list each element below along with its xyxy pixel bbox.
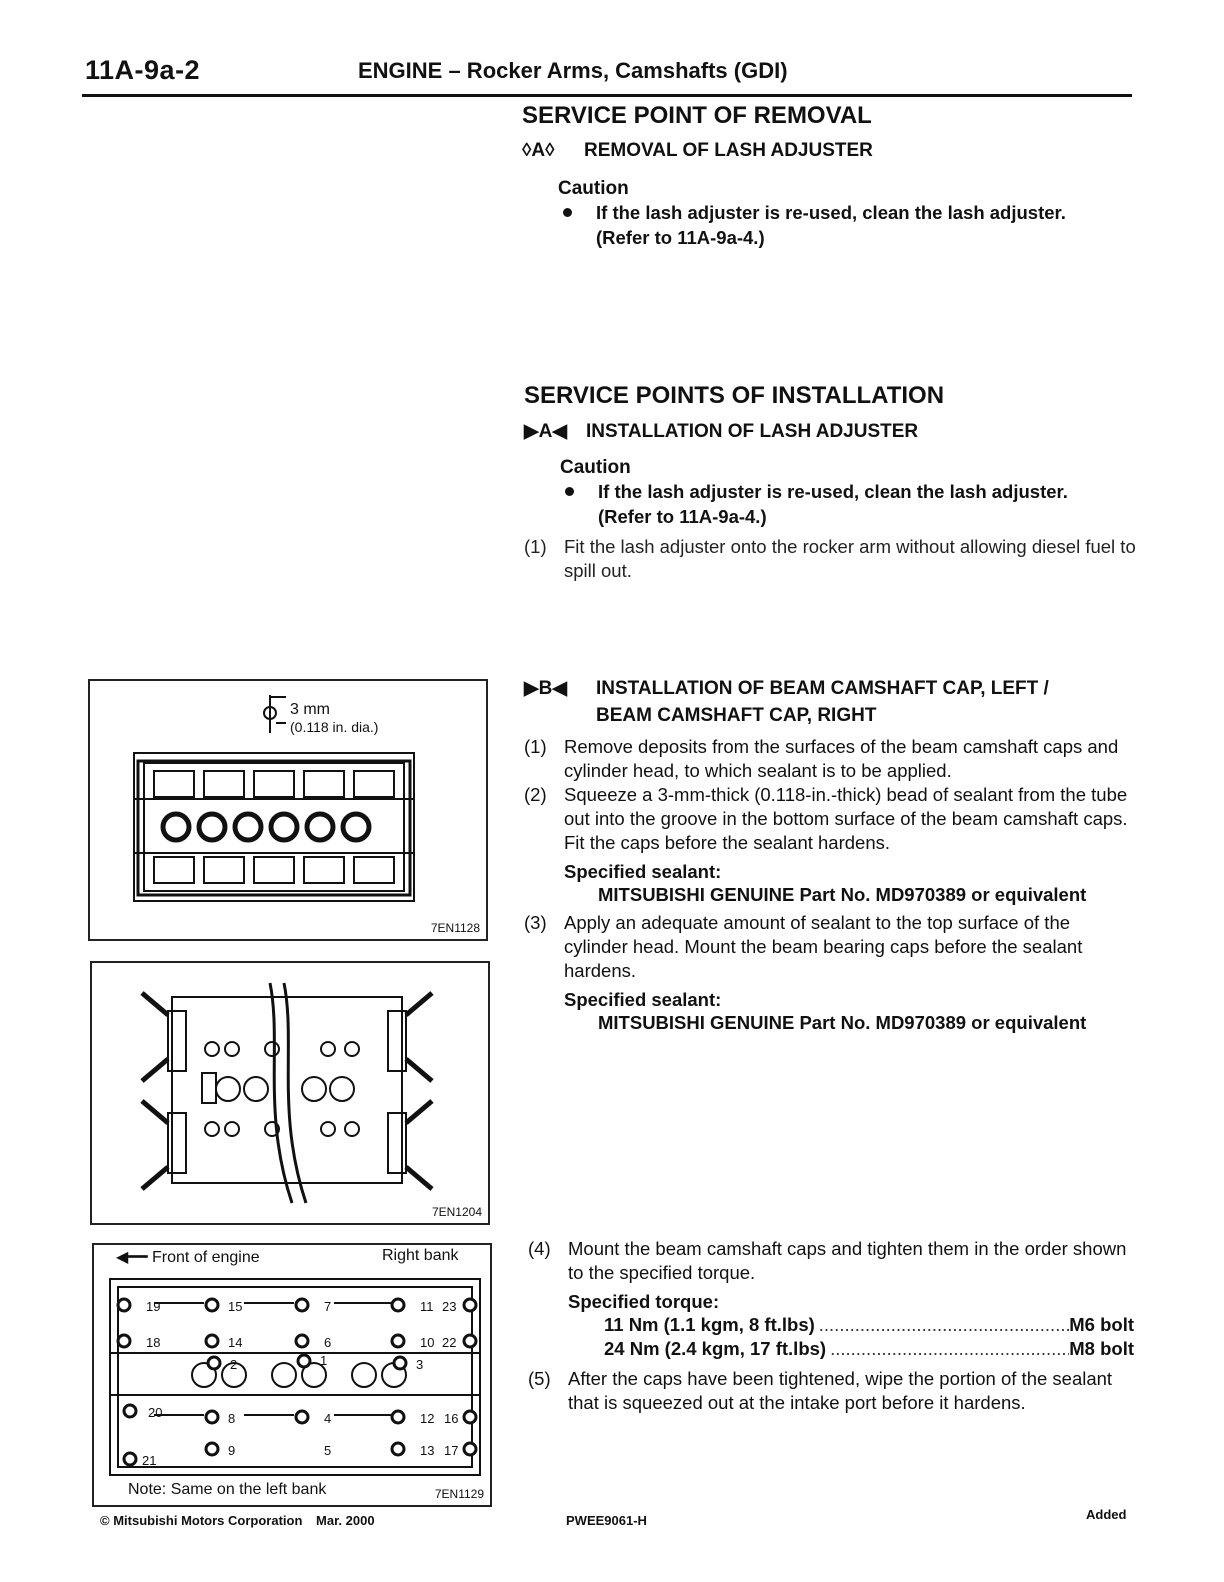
footer-doc-code: PWEE9061-H — [566, 1513, 647, 1528]
bolt-order-15: 15 — [228, 1299, 243, 1314]
figure-note: Note: Same on the left bank — [128, 1481, 327, 1498]
removal-caution-line-2: (Refer to 11A-9a-4.) — [596, 227, 765, 248]
step-text: Squeeze a 3-mm-thick (0.118-in.-thick) bead of sealant from the tube out into the groove in the bottom surface of the beam camshaft caps. Fit the caps before the sealant hardens. — [564, 784, 1128, 853]
sealant-value-2: MITSUBISHI GENUINE Part No. MD970389 or equivalent — [598, 1012, 1087, 1033]
step-number: (1) — [524, 536, 547, 557]
bolt-order-4: 4 — [324, 1411, 332, 1426]
header-rule — [82, 94, 1132, 97]
bolt-order-3: 3 — [416, 1357, 424, 1372]
sealant-label-2: Specified sealant: — [564, 989, 722, 1010]
sealant-label-1: Specified sealant: — [564, 861, 722, 882]
step-text: Fit the lash adjuster onto the rocker arm without allowing diesel fuel to spill out. — [564, 536, 1136, 581]
sealant-value-1: MITSUBISHI GENUINE Part No. MD970389 or equivalent — [598, 884, 1087, 905]
leader-dots — [826, 1337, 1069, 1361]
footer-status: Added — [1086, 1507, 1127, 1522]
figure-sealant-points — [90, 961, 490, 1225]
bolt-order-8: 8 — [228, 1411, 236, 1426]
installation-b-subheading-2: BEAM CAMSHAFT CAP, RIGHT — [596, 705, 877, 726]
installation-b-subheading-1: INSTALLATION OF BEAM CAMSHAFT CAP, LEFT / — [596, 678, 1049, 699]
installation-section — [524, 382, 1139, 583]
removal-caution-line-1: If the lash adjuster is re-used, clean the lash adjuster. — [596, 202, 1066, 223]
removal-mark-a: ◊A◊ — [522, 140, 555, 161]
bead-size-mm: 3 mm — [290, 701, 330, 718]
removal-caution-item — [558, 200, 1142, 250]
footer-date: Mar. 2000 — [316, 1513, 375, 1528]
torque-row-m8 — [604, 1337, 1134, 1361]
page-title: ENGINE – Rocker Arms, Camshafts (GDI) — [358, 58, 788, 83]
figure-sealant-bead — [88, 679, 488, 941]
removal-caution-label: Caution — [558, 178, 629, 199]
installation-torque-section — [528, 1237, 1136, 1415]
step-number: (1) — [524, 736, 547, 757]
torque-bolt: M8 bolt — [1069, 1338, 1134, 1359]
b-step-5 — [528, 1367, 1136, 1415]
bolt-order-16: 16 — [444, 1411, 459, 1426]
torque-value: 24 Nm (2.4 kgm, 17 ft.lbs) — [604, 1338, 827, 1359]
cylinder-head-drawing-2 — [92, 963, 488, 1223]
b-step-4 — [528, 1237, 1136, 1285]
figure-code: 7EN1204 — [431, 1205, 482, 1219]
step-number: (5) — [528, 1368, 551, 1389]
leader-dots — [815, 1313, 1069, 1337]
removal-subheading-row — [522, 140, 1142, 162]
step-text: Remove deposits from the surfaces of the beam camshaft caps and cylinder head, to which sealant is to be applied. — [564, 736, 1119, 781]
installation-caution — [560, 457, 1139, 529]
installation-a-subheading: INSTALLATION OF LASH ADJUSTER — [586, 421, 919, 442]
bolt-order-14: 14 — [228, 1335, 243, 1350]
bolt-order-1: 1 — [320, 1353, 328, 1368]
bolt-order-20: 20 — [148, 1405, 163, 1420]
copyright-text: © Mitsubishi Motors Corporation — [100, 1513, 303, 1528]
step-text: After the caps have been tightened, wipe the portion of the sealant that is squeezed out at the intake port before it hardens. — [568, 1368, 1113, 1413]
bolt-order-21: 21 — [142, 1453, 157, 1468]
figure-code: 7EN1128 — [430, 921, 480, 935]
bolt-order-10: 10 — [420, 1335, 435, 1350]
bolt-order-17: 17 — [444, 1443, 459, 1458]
b-step-3 — [524, 911, 1136, 983]
step-text: Mount the beam camshaft caps and tighten them in the order shown to the specified torque. — [568, 1238, 1127, 1283]
step-number: (4) — [528, 1238, 551, 1259]
installation-caution-line-2: (Refer to 11A-9a-4.) — [598, 506, 767, 527]
arrow-left-icon: ◀━━ — [116, 1249, 148, 1266]
torque-value: 11 Nm (1.1 kgm, 8 ft.lbs) — [604, 1314, 815, 1335]
torque-row-m6 — [604, 1313, 1134, 1337]
installation-b-heading — [524, 675, 1136, 729]
removal-section — [522, 102, 1142, 250]
installation-caution-item — [560, 479, 1139, 529]
bolt-order-13: 13 — [420, 1443, 435, 1458]
bolt-order-7: 7 — [324, 1299, 332, 1314]
removal-heading: SERVICE POINT OF REMOVAL — [522, 102, 872, 129]
installation-caution-label: Caution — [560, 457, 631, 478]
bolt-order-18: 18 — [146, 1335, 161, 1350]
bolt-order-19: 19 — [146, 1299, 161, 1314]
b-step-1 — [524, 735, 1136, 783]
page-code: 11A-9a-2 — [85, 55, 201, 85]
installation-caution-line-1: If the lash adjuster is re-used, clean the lash adjuster. — [598, 481, 1068, 502]
figure-tightening-order — [92, 1243, 492, 1507]
installation-a-step-1 — [524, 535, 1139, 583]
bolt-order-23: 23 — [442, 1299, 457, 1314]
bead-size-in: (0.118 in. dia.) — [290, 719, 379, 735]
bolt-order-5: 5 — [324, 1443, 332, 1458]
bolt-order-2: 2 — [230, 1357, 238, 1372]
bolt-order-22: 22 — [442, 1335, 457, 1350]
b-step-2 — [524, 783, 1136, 855]
installation-mark-b: ▶B◀ — [524, 678, 567, 699]
torque-label: Specified torque: — [568, 1291, 720, 1312]
installation-a-row — [524, 420, 1139, 443]
bolt-order-12: 12 — [420, 1411, 435, 1426]
torque-bolt: M6 bolt — [1069, 1314, 1134, 1335]
front-label-text: Front of engine — [152, 1249, 260, 1266]
step-number: (3) — [524, 912, 547, 933]
bolt-order-11: 11 — [420, 1299, 434, 1314]
footer-copyright — [100, 1513, 375, 1528]
cylinder-head-drawing-1 — [90, 681, 486, 939]
bank-label: Right bank — [382, 1247, 459, 1264]
installation-b-section — [524, 675, 1136, 1035]
step-text: Apply an adequate amount of sealant to the top surface of the cylinder head. Mount the beam bearing caps before the sealant hardens. — [564, 912, 1083, 981]
installation-heading: SERVICE POINTS OF INSTALLATION — [524, 382, 945, 409]
figure-code: 7EN1129 — [434, 1487, 484, 1501]
removal-caution — [558, 178, 1142, 250]
removal-subheading: REMOVAL OF LASH ADJUSTER — [584, 140, 873, 161]
bolt-order-9: 9 — [228, 1443, 236, 1458]
step-number: (2) — [524, 784, 547, 805]
bolt-order-6: 6 — [324, 1335, 332, 1350]
installation-mark-a: ▶A◀ — [524, 421, 567, 442]
